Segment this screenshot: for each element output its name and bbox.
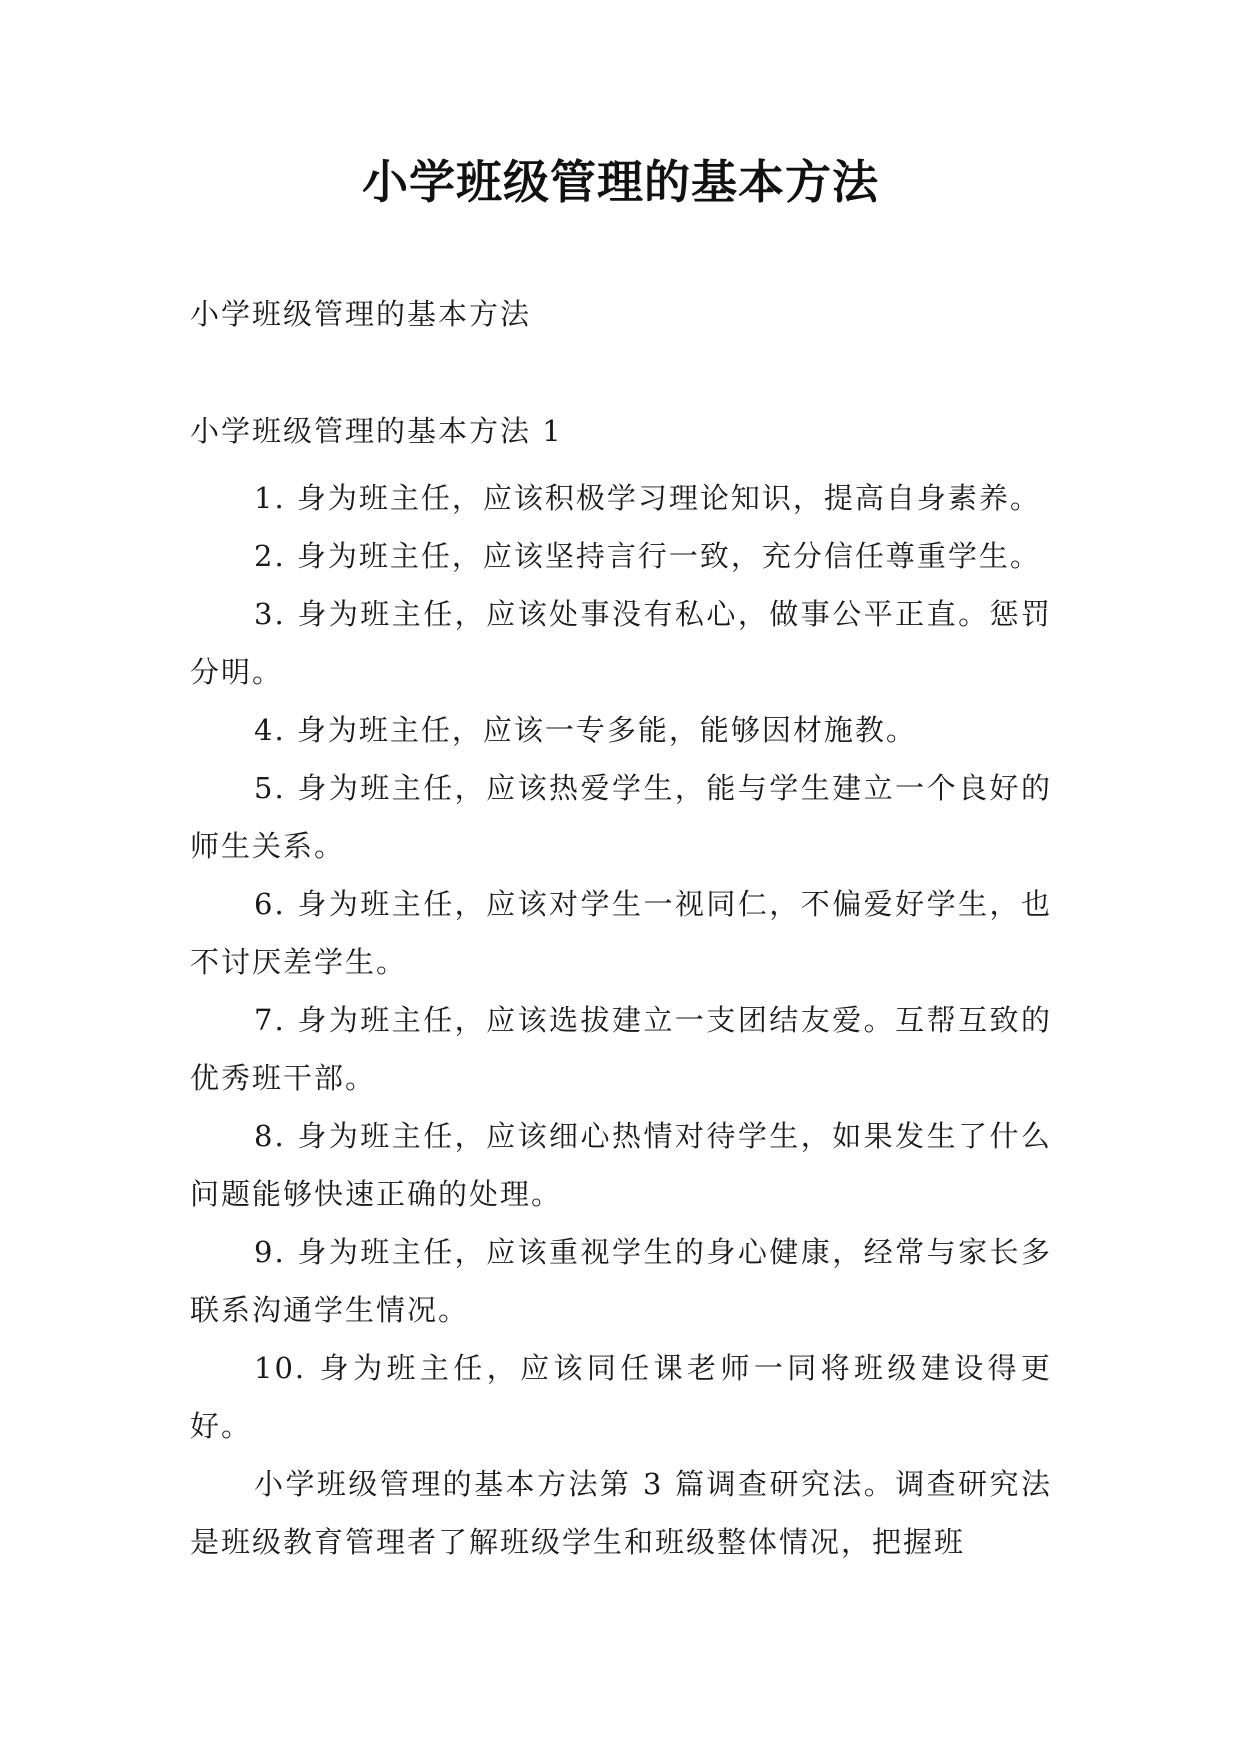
- paragraph-8: 8. 身为班主任，应该细心热情对待学生，如果发生了什么问题能够快速正确的处理。: [190, 1119, 1052, 1211]
- paragraph-9: 9. 身为班主任，应该重视学生的身心健康，经常与家长多联系沟通学生情况。: [190, 1235, 1052, 1327]
- paragraph-4: 4. 身为班主任，应该一专多能，能够因材施教。: [254, 713, 917, 747]
- document-subtitle: 小学班级管理的基本方法: [190, 297, 532, 331]
- paragraph-11: 小学班级管理的基本方法第 3 篇调查研究法。调查研究法是班级教育管理者了解班级学生和班级整体情况，把握班: [190, 1467, 1052, 1559]
- section-heading: 小学班级管理的基本方法 1: [190, 414, 563, 448]
- paragraph-7: 7. 身为班主任，应该选拔建立一支团结友爱。互帮互致的优秀班干部。: [190, 1003, 1052, 1095]
- document-title: 小学班级管理的基本方法: [362, 155, 879, 209]
- paragraph-6: 6. 身为班主任，应该对学生一视同仁，不偏爱好学生，也不讨厌差学生。: [190, 887, 1052, 979]
- paragraph-3: 3. 身为班主任，应该处事没有私心，做事公平正直。惩罚分明。: [190, 597, 1052, 689]
- paragraph-10: 10. 身为班主任，应该同任课老师一同将班级建设得更好。: [190, 1351, 1052, 1443]
- paragraph-2: 2. 身为班主任，应该坚持言行一致，充分信任尊重学生。: [254, 539, 1041, 573]
- document-body: [190, 469, 1052, 1571]
- paragraph-1: 1. 身为班主任，应该积极学习理论知识，提高自身素养。: [254, 481, 1041, 515]
- paragraph-5: 5. 身为班主任，应该热爱学生，能与学生建立一个良好的师生关系。: [190, 771, 1052, 863]
